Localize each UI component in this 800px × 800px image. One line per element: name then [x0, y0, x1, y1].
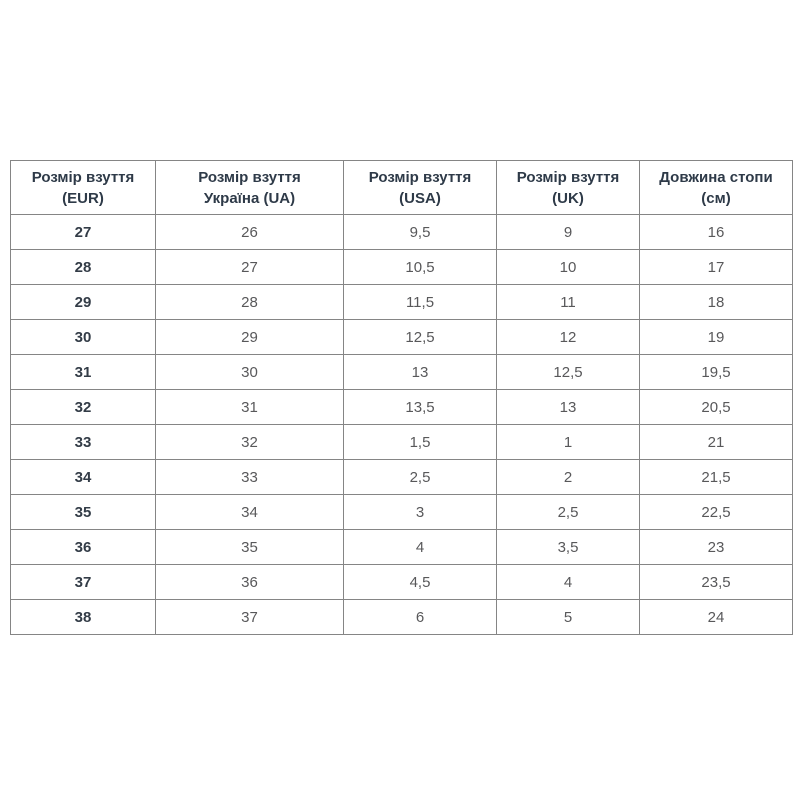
table-cell: 16	[640, 215, 793, 250]
header-line2: (USA)	[399, 189, 441, 207]
table-cell: 22,5	[640, 495, 793, 530]
table-cell: 28	[156, 285, 344, 320]
table-cell: 3,5	[497, 530, 640, 565]
header-size-uk	[497, 161, 640, 215]
table-cell: 34	[11, 460, 156, 495]
table-cell: 4	[344, 530, 497, 565]
table-cell: 33	[11, 425, 156, 460]
table-cell: 12,5	[344, 320, 497, 355]
table-cell: 32	[11, 390, 156, 425]
table-row	[11, 250, 793, 285]
header-line1: Розмір взуття	[31, 168, 135, 186]
table-cell: 13,5	[344, 390, 497, 425]
table-row	[11, 390, 793, 425]
table-cell: 5	[497, 600, 640, 635]
table-cell: 21,5	[640, 460, 793, 495]
header-line2: (EUR)	[62, 189, 104, 207]
table-cell: 35	[11, 495, 156, 530]
header-line1: Розмір взуття	[368, 168, 472, 186]
table-cell: 32	[156, 425, 344, 460]
table-cell: 30	[156, 355, 344, 390]
table-cell: 19,5	[640, 355, 793, 390]
table-cell: 31	[156, 390, 344, 425]
table-cell: 6	[344, 600, 497, 635]
table-cell: 29	[11, 285, 156, 320]
table-cell: 11,5	[344, 285, 497, 320]
table-cell: 4	[497, 565, 640, 600]
table-cell: 35	[156, 530, 344, 565]
table-cell: 37	[11, 565, 156, 600]
table-cell: 12	[497, 320, 640, 355]
table-row	[11, 600, 793, 635]
header-line1: Розмір взуття	[516, 168, 620, 186]
table-cell: 2	[497, 460, 640, 495]
table-cell: 3	[344, 495, 497, 530]
table-cell: 9	[497, 215, 640, 250]
table-cell: 10	[497, 250, 640, 285]
table-cell: 26	[156, 215, 344, 250]
table-row	[11, 285, 793, 320]
table-header	[11, 161, 793, 215]
table-cell: 1	[497, 425, 640, 460]
table-cell: 34	[156, 495, 344, 530]
table-row	[11, 320, 793, 355]
header-row	[11, 161, 793, 215]
table-cell: 23	[640, 530, 793, 565]
header-size-eur	[11, 161, 156, 215]
table-cell: 30	[11, 320, 156, 355]
table-row	[11, 355, 793, 390]
table-row	[11, 565, 793, 600]
table-cell: 37	[156, 600, 344, 635]
table-cell: 24	[640, 600, 793, 635]
header-line2: (UK)	[552, 189, 584, 207]
table-cell: 10,5	[344, 250, 497, 285]
table-cell: 31	[11, 355, 156, 390]
table-cell: 11	[497, 285, 640, 320]
table-cell: 19	[640, 320, 793, 355]
table-cell: 18	[640, 285, 793, 320]
table-cell: 38	[11, 600, 156, 635]
table-cell: 17	[640, 250, 793, 285]
table-cell: 23,5	[640, 565, 793, 600]
table-row	[11, 495, 793, 530]
table-row	[11, 460, 793, 495]
table-cell: 36	[156, 565, 344, 600]
table-cell: 29	[156, 320, 344, 355]
header-line1: Розмір взуття	[198, 168, 301, 186]
table-cell: 27	[11, 215, 156, 250]
table-cell: 2,5	[497, 495, 640, 530]
header-size-usa	[344, 161, 497, 215]
table-cell: 13	[344, 355, 497, 390]
table-cell: 1,5	[344, 425, 497, 460]
header-size-ua	[156, 161, 344, 215]
table-cell: 13	[497, 390, 640, 425]
table-body	[11, 215, 793, 635]
table-row	[11, 215, 793, 250]
header-line2: (см)	[701, 189, 731, 207]
table-cell: 20,5	[640, 390, 793, 425]
table-cell: 4,5	[344, 565, 497, 600]
table-cell: 27	[156, 250, 344, 285]
table-row	[11, 530, 793, 565]
header-line2: Україна (UA)	[203, 189, 296, 207]
table-cell: 12,5	[497, 355, 640, 390]
header-line1: Довжина стопи	[659, 168, 773, 186]
header-foot-length-cm	[640, 161, 793, 215]
table-cell: 2,5	[344, 460, 497, 495]
shoe-size-conversion-table	[10, 160, 793, 635]
table-cell: 36	[11, 530, 156, 565]
table-cell: 21	[640, 425, 793, 460]
table-cell: 9,5	[344, 215, 497, 250]
table-row	[11, 425, 793, 460]
table-cell: 28	[11, 250, 156, 285]
table-cell: 33	[156, 460, 344, 495]
